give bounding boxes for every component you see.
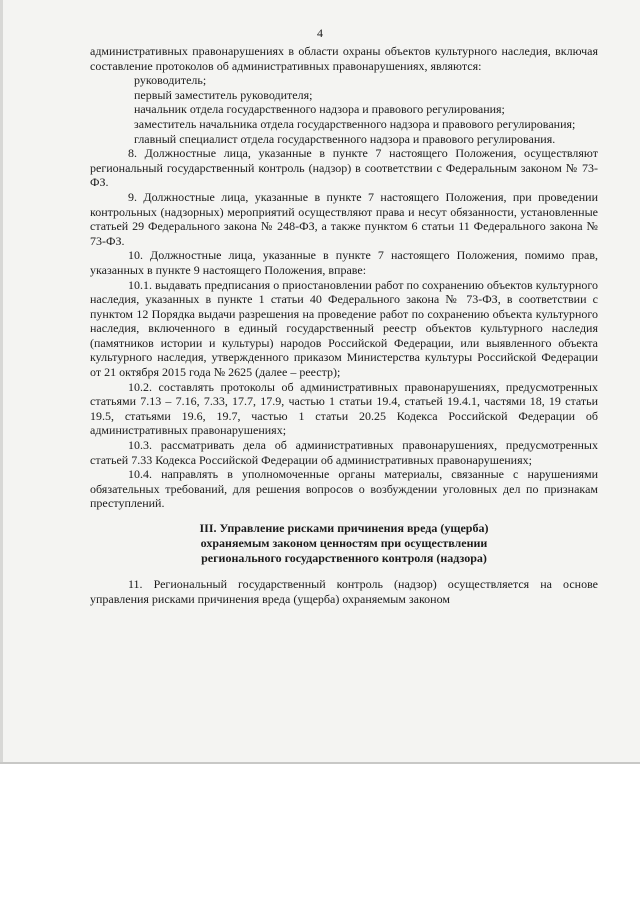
section-heading-line-3: регионального государственного контроля (надзора) — [201, 551, 487, 565]
paragraph-10-3: 10.3. рассматривать дела об административных правонарушениях, предусмотренных статьей 7.33 Кодекса Российской Федерации об административных правонарушениях; — [90, 438, 598, 467]
section-heading-line-2: охраняемым законом ценностям при осуществлении — [200, 536, 488, 550]
page-number: 4 — [317, 26, 323, 40]
paragraph-9: 9. Должностные лица, указанные в пункте 7 настоящего Положения, при проведении контрольных (надзорных) мероприятий осуществляют права и несут обязанности, установленные статьей 29 Федерального закона № 248-ФЗ, а также пунктом 6 статьи 11 Федерального закона № 73-ФЗ. — [90, 189, 598, 248]
list-item-deputy-dept-head: заместитель начальника отдела государственного надзора и правового регулирования; — [134, 116, 576, 131]
list-item-dept-head: начальник отдела государственного надзора и правового регулирования; — [134, 102, 505, 117]
section-heading-line-1: III. Управление рисками причинения вреда (ущерба) — [199, 521, 489, 535]
paragraph-10-1: 10.1. выдавать предписания о приостановлении работ по сохранению объектов культурного наследия, указанных в пункте 1 статьи 40 Федерального закона № 73-ФЗ, в соответствии с пунктом 12 Порядка выдачи разрешения на проведение работ по сохранению объекта культурного наследия, включенного в единый государственный реестр объектов культурного наследия (памятников истории и культуры) народов Российской Федерации, или выявленного объекта культурного наследия, утвержденного приказом Министерства культуры Российской Федерации от 21 октября 2015 года № 2625 (далее – реестр); — [90, 277, 598, 380]
section-heading — [90, 521, 598, 566]
paragraph-11: 11. Региональный государственный контроль (надзор) осуществляется на основе управления рисками причинения вреда (ущерба) охраняемым законом — [90, 577, 598, 606]
paragraph-8: 8. Должностные лица, указанные в пункте 7 настоящего Положения, осуществляют региональный государственный контроль (надзор) в соответствии с Федеральным законом № 73-ФЗ. — [90, 146, 598, 190]
paragraph-10-2: 10.2. составлять протоколы об административных правонарушениях, предусмотренных статьями 7.13 – 7.16, 7.33, 17.7, 17.9, частью 1 статьи 19.4, статьей 19.4.1, частями 18, 19 статьи 19.5, статьями 19.6, 19.7, частью 1 статьи 20.25 Кодекса Российской Федерации об административных правонарушениях; — [90, 379, 598, 438]
paragraph-10-4: 10.4. направлять в уполномоченные органы материалы, связанные с нарушениями обязательных требований, для решения вопросов о возбуждении уголовных дел по признакам преступлений. — [90, 467, 598, 511]
list-item-chief-specialist: главный специалист отдела государственного надзора и правового регулирования. — [134, 131, 556, 146]
list-item-first-deputy: первый заместитель руководителя; — [134, 87, 313, 102]
list-item-head: руководитель; — [134, 73, 207, 88]
paragraph-intro: административных правонарушениях в области охраны объектов культурного наследия, включая составление протоколов об административных правонарушениях, являются: — [90, 44, 598, 73]
document-body — [90, 44, 598, 606]
page-edge-shadow — [0, 0, 3, 762]
paragraph-10: 10. Должностные лица, указанные в пункте 7 настоящего Положения, помимо прав, указанных в пункте 9 настоящего Положения, вправе: — [90, 248, 598, 277]
